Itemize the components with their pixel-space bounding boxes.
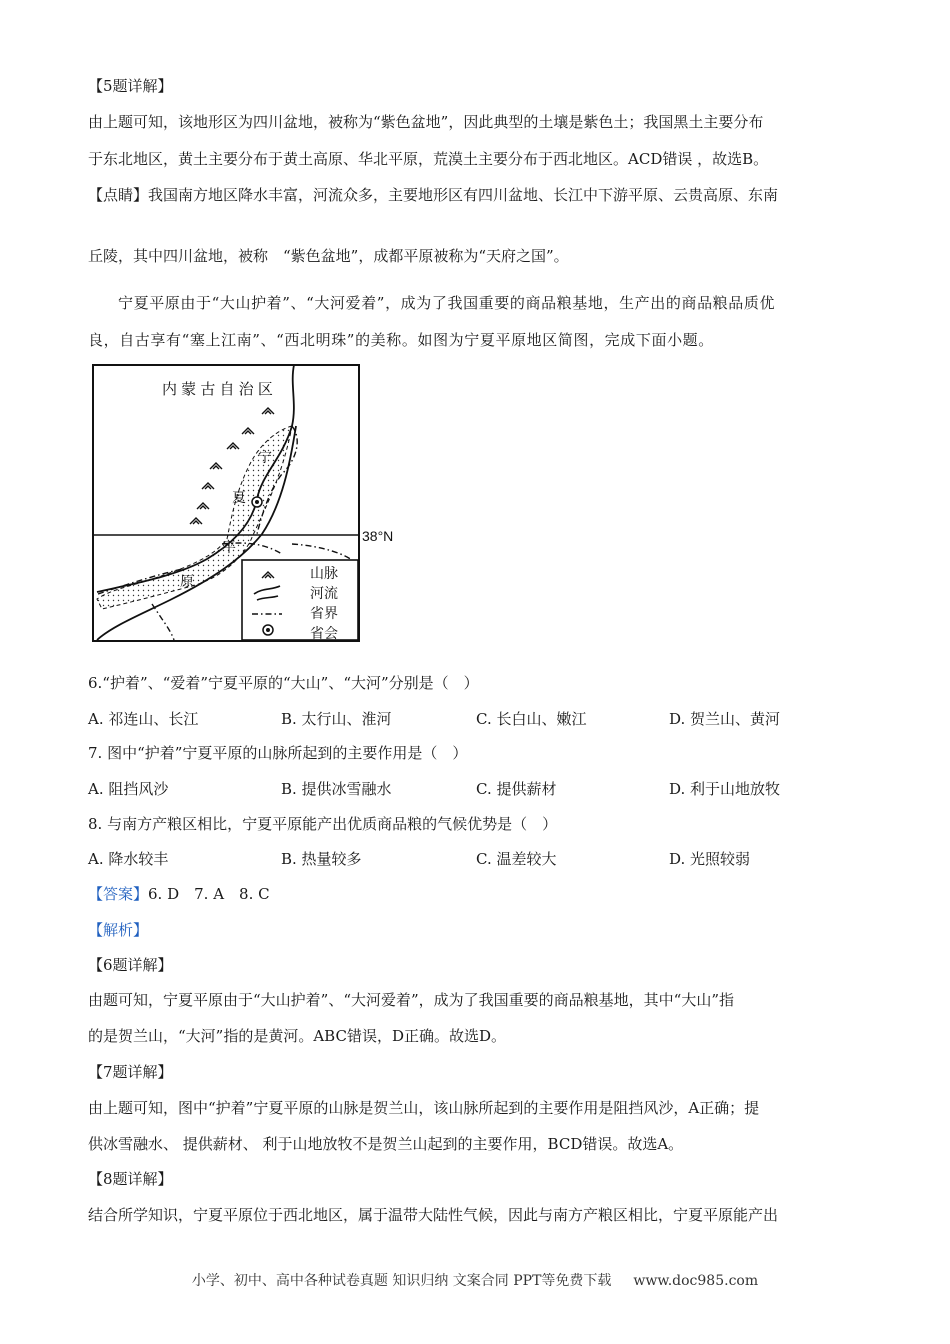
question-8-stem: 8. 与南方产粮区相比，宁夏平原能产出优质商品粮的气候优势是（ ） <box>88 815 558 833</box>
legend-mountain: 山脉 <box>310 565 338 581</box>
label-yuan: 原 <box>180 573 194 589</box>
question-7-stem: 7. 图中“护着”宁夏平原的山脉所起到的主要作用是（ ） <box>88 744 468 762</box>
legend-capital: 省会 <box>310 625 338 641</box>
question-6-stem: 6.“护着”、“爱着”宁夏平原的“大山”、“大河”分别是（ ） <box>88 674 479 692</box>
answer-line <box>88 884 270 904</box>
region-label: 内 蒙 古 自 治 区 <box>162 381 273 398</box>
q8-option-a: A. 降水较丰 <box>88 850 169 868</box>
q7-option-d: D. 利于山地放牧 <box>669 780 781 798</box>
river-outer <box>97 365 294 592</box>
answer-label: 【答案】 <box>88 885 149 903</box>
section-8-title: 【8题详解】 <box>88 1170 173 1188</box>
legend-river: 河流 <box>310 585 338 601</box>
tip-text-2: 丘陵，其中四川盆地，被称 “紫色盆地”，成都平原被称为“天府之国”。 <box>88 247 569 265</box>
legend-box <box>242 560 358 640</box>
q8-option-c: C. 温差较大 <box>476 850 557 868</box>
label-ping: 平 <box>222 539 236 555</box>
section-5-text-1: 由上题可知，该地形区为四川盆地，被称为“紫色盆地”，因此典型的土壤是紫色土；我国黑土主要分布 <box>88 113 764 131</box>
section-6-text-2: 的是贺兰山，“大河”指的是黄河。ABC错误，D正确。故选D。 <box>88 1027 507 1045</box>
legend-border: 省界 <box>310 605 338 621</box>
q8-option-d: D. 光照较弱 <box>669 850 751 868</box>
section-6-title: 【6题详解】 <box>88 956 173 974</box>
q7-option-b: B. 提供冰雪融水 <box>281 780 392 798</box>
q7-option-c: C. 提供薪材 <box>476 780 557 798</box>
intro-text-2: 良，自古享有“塞上江南”、“西北明珠”的美称。如图为宁夏平原地区简图，完成下面小题。 <box>88 331 714 349</box>
section-5-text-2: 于东北地区，黄土主要分布于黄土高原、华北平原，荒漠土主要分布于西北地区。ACD错误 ，故选B。 <box>88 150 769 168</box>
section-5-title: 【5题详解】 <box>88 77 173 95</box>
section-7-text-1: 由上题可知，图中“护着”宁夏平原的山脉是贺兰山，该山脉所起到的主要作用是阻挡风沙，A正确；提 <box>88 1099 760 1117</box>
latitude-label: 38°N <box>362 528 394 544</box>
ningxia-plain-map <box>92 364 402 644</box>
q6-option-d: D. 贺兰山、黄河 <box>669 710 781 728</box>
section-6-text-1: 由题可知，宁夏平原由于“大山护着”、“大河爱着”，成为了我国重要的商品粮基地，其中“大山”指 <box>88 991 735 1009</box>
footer-text: 小学、初中、高中各种试卷真题 知识归纳 文案合同 PPT等免费下载 <box>191 1273 612 1289</box>
section-7-text-2: 供冰雪融水、 提供薪材、 利于山地放牧不是贺兰山起到的主要作用，BCD错误。故选A。 <box>88 1135 684 1153</box>
label-ning: 宁 <box>258 449 272 465</box>
answer-text: 6. D 7. A 8. C <box>148 885 270 903</box>
q6-option-b: B. 太行山、淮河 <box>281 710 392 728</box>
footer-site-link[interactable]: www.doc985.com <box>633 1273 759 1289</box>
q8-option-b: B. 热量较多 <box>281 850 362 868</box>
intro-text-1: 宁夏平原由于“大山护着”、“大河爱着”，成为了我国重要的商品粮基地，生产出的商品粮品质优 <box>118 294 776 312</box>
q6-option-c: C. 长白山、嫩江 <box>476 710 587 728</box>
label-xia: 夏 <box>232 489 246 505</box>
section-8-text-1: 结合所学知识，宁夏平原位于西北地区，属于温带大陆性气候，因此与南方产粮区相比，宁夏平原能产出 <box>88 1206 779 1224</box>
q7-option-a: A. 阻挡风沙 <box>88 780 169 798</box>
page-footer <box>0 1270 950 1290</box>
tip-text-1: 【点睛】我国南方地区降水丰富，河流众多，主要地形区有四川盆地、长江中下游平原、云贵高原、东南 <box>88 186 779 204</box>
section-7-title: 【7题详解】 <box>88 1063 173 1081</box>
q6-option-a: A. 祁连山、长江 <box>88 710 199 728</box>
analysis-label: 【解析】 <box>88 921 149 939</box>
